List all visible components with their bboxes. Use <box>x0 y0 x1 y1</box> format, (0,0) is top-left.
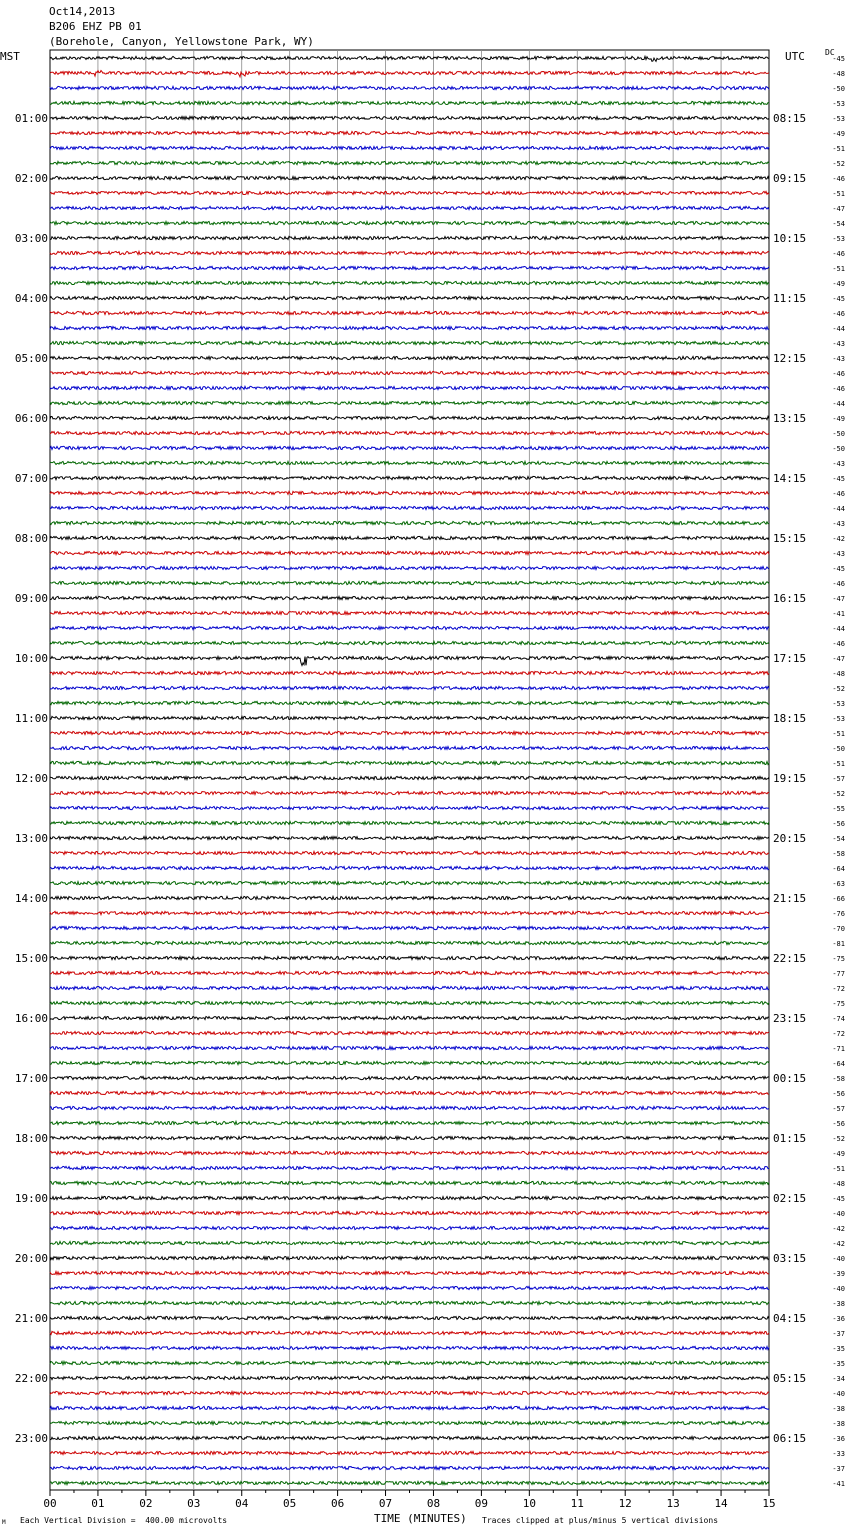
right-hour-label: 17:15 <box>773 652 807 665</box>
dc-offset-label: -51 <box>832 760 845 768</box>
station-location: (Borehole, Canyon, Yellowstone Park, WY) <box>49 35 314 48</box>
trace-row <box>50 176 769 179</box>
trace-row <box>50 806 769 809</box>
trace-row <box>50 911 769 914</box>
trace-row <box>50 821 769 824</box>
dc-offset-label: -46 <box>832 370 845 378</box>
dc-offset-label: -42 <box>832 1225 845 1233</box>
dc-offset-label: -40 <box>832 1390 845 1398</box>
x-tick-label: 08 <box>426 1497 441 1510</box>
left-hour-label: 20:00 <box>14 1252 48 1265</box>
station-name: B206 EHZ PB 01 <box>49 20 142 33</box>
dc-offset-label: -53 <box>832 715 845 723</box>
x-tick-label: 01 <box>91 1497 105 1510</box>
trace-row <box>50 791 769 794</box>
trace-row <box>50 1376 769 1379</box>
right-hour-label: 23:15 <box>773 1012 807 1025</box>
left-hour-label: 14:00 <box>14 892 48 905</box>
dc-offset-label: -75 <box>832 955 845 963</box>
left-hour-label: 09:00 <box>14 592 48 605</box>
trace-row <box>50 341 769 344</box>
trace-row <box>50 566 769 569</box>
left-hour-label: 01:00 <box>14 112 48 125</box>
x-tick-label: 06 <box>330 1497 345 1510</box>
trace-row <box>50 986 769 989</box>
trace-row <box>50 1466 769 1469</box>
dc-offset-label: -74 <box>832 1015 845 1023</box>
trace-row <box>50 86 769 89</box>
left-hour-label: 02:00 <box>14 172 48 185</box>
dc-offset-label: -71 <box>832 1045 845 1053</box>
trace-row <box>50 191 769 194</box>
x-tick-label: 05 <box>283 1497 297 1510</box>
trace-row <box>50 536 769 539</box>
trace-row <box>50 221 769 224</box>
dc-offset-label: -76 <box>832 910 845 918</box>
trace-row <box>50 716 769 719</box>
dc-offset-label: -37 <box>832 1465 845 1473</box>
dc-offset-label: -45 <box>832 475 845 483</box>
trace-row <box>50 131 769 134</box>
left-hour-label: 16:00 <box>14 1012 48 1025</box>
dc-offset-label: -40 <box>832 1255 845 1263</box>
trace-row <box>50 296 769 299</box>
trace-row <box>50 146 769 149</box>
trace-row <box>50 731 769 734</box>
trace-row <box>50 311 769 314</box>
dc-offset-label: -38 <box>832 1420 845 1428</box>
left-hour-label: 11:00 <box>14 712 48 725</box>
trace-row <box>50 446 769 449</box>
trace-row <box>50 266 769 269</box>
dc-offset-label: -45 <box>832 295 845 303</box>
trace-row <box>50 596 769 599</box>
dc-offset-label: -33 <box>832 1450 845 1458</box>
dc-offset-label: -46 <box>832 385 845 393</box>
dc-offset-label: -51 <box>832 1165 845 1173</box>
dc-offset-label: -57 <box>832 775 845 783</box>
trace-row <box>50 71 769 77</box>
scale-note: Each Vertical Division = 400.00 microvolts <box>20 1516 228 1525</box>
trace-row <box>50 236 769 239</box>
trace-row <box>50 161 769 164</box>
trace-row <box>50 1256 769 1259</box>
dc-offset-label: -46 <box>832 250 845 258</box>
right-hour-label: 21:15 <box>773 892 807 905</box>
right-hour-label: 22:15 <box>773 952 807 965</box>
x-tick-label: 12 <box>618 1497 632 1510</box>
right-hour-label: 02:15 <box>773 1192 807 1205</box>
dc-offset-label: -36 <box>832 1315 845 1323</box>
trace-row <box>50 1406 769 1409</box>
dc-offset-label: -46 <box>832 580 845 588</box>
trace-row <box>50 881 769 884</box>
dc-offset-label: -51 <box>832 190 845 198</box>
dc-offset-label: -48 <box>832 70 845 78</box>
dc-offset-label: -34 <box>832 1375 845 1383</box>
dc-offset-label: -47 <box>832 595 845 603</box>
trace-row <box>50 1451 769 1454</box>
dc-offset-label: -55 <box>832 805 845 813</box>
dc-offset-label: -49 <box>832 130 845 138</box>
left-hour-label: 10:00 <box>14 652 48 665</box>
right-hour-label: 01:15 <box>773 1132 807 1145</box>
left-hour-label: 12:00 <box>14 772 48 785</box>
x-tick-label: 10 <box>522 1497 536 1510</box>
trace-row <box>50 476 769 479</box>
trace-row <box>50 626 769 629</box>
left-hour-label: 05:00 <box>14 352 48 365</box>
trace-row <box>50 1301 769 1304</box>
x-tick-label: 15 <box>762 1497 776 1510</box>
trace-row <box>50 866 769 869</box>
trace-row <box>50 1061 769 1064</box>
right-hour-label: 03:15 <box>773 1252 807 1265</box>
dc-offset-label: -45 <box>832 565 845 573</box>
trace-row <box>50 1286 769 1289</box>
trace-row <box>50 1016 769 1019</box>
dc-offset-header: DC <box>825 48 835 57</box>
left-hour-label: 13:00 <box>14 832 48 845</box>
trace-row <box>50 1361 769 1364</box>
trace-row <box>50 896 769 899</box>
dc-offset-label: -45 <box>832 1195 845 1203</box>
dc-offset-label: -46 <box>832 490 845 498</box>
right-hour-label: 13:15 <box>773 412 807 425</box>
dc-offset-label: -72 <box>832 985 845 993</box>
left-hour-label: 19:00 <box>14 1192 48 1205</box>
dc-offset-label: -40 <box>832 1210 845 1218</box>
right-hour-label: 10:15 <box>773 232 807 245</box>
right-hour-label: 11:15 <box>773 292 807 305</box>
dc-offset-label: -66 <box>832 895 845 903</box>
trace-row <box>50 926 769 929</box>
trace-row <box>50 506 769 509</box>
dc-offset-label: -43 <box>832 340 845 348</box>
trace-row <box>50 116 769 119</box>
trace-row <box>50 686 769 689</box>
trace-row <box>50 941 769 944</box>
left-hour-label: 08:00 <box>14 532 48 545</box>
left-hour-label: 03:00 <box>14 232 48 245</box>
dc-offset-label: -56 <box>832 1120 845 1128</box>
dc-offset-label: -35 <box>832 1360 845 1368</box>
trace-row <box>50 851 769 854</box>
left-hour-label: 07:00 <box>14 472 48 485</box>
left-hour-label: 17:00 <box>14 1072 48 1085</box>
trace-row <box>50 1196 769 1199</box>
trace-row <box>50 641 769 644</box>
trace-row <box>50 1181 769 1184</box>
trace-row <box>50 956 769 959</box>
trace-row <box>50 386 769 389</box>
dc-offset-label: -58 <box>832 1075 845 1083</box>
trace-row <box>50 1106 769 1109</box>
trace-row <box>50 401 769 404</box>
right-hour-label: 19:15 <box>773 772 807 785</box>
trace-row <box>50 1046 769 1049</box>
dc-offset-label: -56 <box>832 1090 845 1098</box>
dc-offset-label: -54 <box>832 835 845 843</box>
dc-offset-label: -57 <box>832 1105 845 1113</box>
left-hour-label: 06:00 <box>14 412 48 425</box>
left-hour-label: 18:00 <box>14 1132 48 1145</box>
right-hour-label: 09:15 <box>773 172 807 185</box>
trace-row <box>50 416 769 419</box>
trace-row <box>50 356 769 359</box>
trace-row <box>50 701 769 704</box>
trace-row <box>50 836 769 839</box>
x-tick-label: 00 <box>43 1497 57 1510</box>
right-hour-label: 15:15 <box>773 532 807 545</box>
dc-offset-label: -45 <box>832 55 845 63</box>
trace-row <box>50 56 769 61</box>
right-hour-label: 04:15 <box>773 1312 807 1325</box>
trace-row <box>50 746 769 749</box>
dc-offset-label: -50 <box>832 445 845 453</box>
dc-offset-label: -44 <box>832 400 845 408</box>
trace-row <box>50 1076 769 1079</box>
dc-offset-label: -41 <box>832 1480 845 1488</box>
trace-row <box>50 1001 769 1004</box>
dc-offset-label: -40 <box>832 1285 845 1293</box>
dc-offset-label: -36 <box>832 1435 845 1443</box>
trace-row <box>50 1151 769 1154</box>
right-hour-label: 16:15 <box>773 592 807 605</box>
dc-offset-label: -49 <box>832 1150 845 1158</box>
dc-offset-label: -64 <box>832 1060 845 1068</box>
dc-offset-label: -39 <box>832 1270 845 1278</box>
right-hour-label: 05:15 <box>773 1372 807 1385</box>
dc-offset-label: -52 <box>832 685 845 693</box>
dc-offset-label: -63 <box>832 880 845 888</box>
dc-offset-label: -77 <box>832 970 845 978</box>
dc-offset-label: -53 <box>832 100 845 108</box>
dc-offset-label: -37 <box>832 1330 845 1338</box>
trace-row <box>50 1346 769 1349</box>
dc-offset-label: -51 <box>832 145 845 153</box>
corner-mark: M <box>2 1519 6 1526</box>
right-hour-label: 18:15 <box>773 712 807 725</box>
right-timezone-label: UTC <box>785 50 805 63</box>
x-tick-label: 07 <box>378 1497 393 1510</box>
dc-offset-label: -38 <box>832 1405 845 1413</box>
clip-note: Traces clipped at plus/minus 5 vertical divisions <box>482 1516 719 1525</box>
dc-offset-label: -51 <box>832 265 845 273</box>
dc-offset-label: -44 <box>832 625 845 633</box>
dc-offset-label: -49 <box>832 415 845 423</box>
trace-row <box>50 431 769 434</box>
trace-row <box>50 371 769 374</box>
dc-offset-label: -44 <box>832 505 845 513</box>
trace-row <box>50 1316 769 1319</box>
left-hour-label: 15:00 <box>14 952 48 965</box>
plot-date: Oct14,2013 <box>49 5 116 18</box>
x-tick-label: 13 <box>666 1497 680 1510</box>
right-hour-label: 00:15 <box>773 1072 807 1085</box>
trace-row <box>50 761 769 764</box>
dc-offset-label: -52 <box>832 1135 845 1143</box>
dc-offset-label: -48 <box>832 1180 845 1188</box>
dc-offset-label: -54 <box>832 220 845 228</box>
left-hour-label: 21:00 <box>14 1312 48 1325</box>
trace-row <box>50 611 769 614</box>
left-hour-label: 23:00 <box>14 1432 48 1445</box>
trace-row <box>50 1121 769 1124</box>
right-hour-label: 08:15 <box>773 112 807 125</box>
trace-row <box>50 1391 769 1394</box>
dc-offset-label: -47 <box>832 655 845 663</box>
trace-row <box>50 581 769 584</box>
x-tick-label: 14 <box>714 1497 728 1510</box>
dc-offset-label: -51 <box>832 730 845 738</box>
x-tick-label: 03 <box>187 1497 201 1510</box>
dc-offset-label: -43 <box>832 460 845 468</box>
dc-offset-label: -47 <box>832 205 845 213</box>
trace-row <box>50 1136 769 1139</box>
trace-row <box>50 491 769 494</box>
x-tick-label: 09 <box>474 1497 489 1510</box>
dc-offset-label: -53 <box>832 235 845 243</box>
trace-row <box>50 461 769 464</box>
dc-offset-label: -70 <box>832 925 845 933</box>
left-hour-label: 04:00 <box>14 292 48 305</box>
trace-row <box>50 521 769 524</box>
trace-row <box>50 101 769 104</box>
trace-row <box>50 776 769 779</box>
dc-offset-label: -52 <box>832 160 845 168</box>
dc-offset-label: -38 <box>832 1300 845 1308</box>
trace-row <box>50 1421 769 1424</box>
trace-row <box>50 1091 769 1094</box>
trace-row <box>50 326 769 329</box>
dc-offset-label: -56 <box>832 820 845 828</box>
right-hour-label: 14:15 <box>773 472 807 485</box>
trace-row <box>50 1331 769 1334</box>
trace-row <box>50 1211 769 1214</box>
dc-offset-label: -43 <box>832 550 845 558</box>
x-tick-label: 02 <box>139 1497 153 1510</box>
dc-offset-label: -46 <box>832 640 845 648</box>
dc-offset-label: -50 <box>832 430 845 438</box>
left-hour-label: 22:00 <box>14 1372 48 1385</box>
dc-offset-label: -42 <box>832 1240 845 1248</box>
x-tick-label: 04 <box>235 1497 249 1510</box>
dc-offset-label: -41 <box>832 610 845 618</box>
left-timezone-label: MST <box>0 50 20 63</box>
dc-offset-label: -81 <box>832 940 845 948</box>
dc-offset-label: -53 <box>832 700 845 708</box>
trace-row <box>50 206 769 209</box>
dc-offset-label: -46 <box>832 175 845 183</box>
dc-offset-label: -46 <box>832 310 845 318</box>
trace-row <box>50 671 769 674</box>
trace-row <box>50 1271 769 1274</box>
dc-offset-label: -53 <box>832 115 845 123</box>
right-hour-label: 06:15 <box>773 1432 807 1445</box>
dc-offset-label: -35 <box>832 1345 845 1353</box>
trace-row <box>50 1241 769 1244</box>
dc-offset-label: -42 <box>832 535 845 543</box>
x-axis-title: TIME (MINUTES) <box>374 1512 467 1525</box>
trace-row <box>50 656 769 665</box>
dc-offset-label: -43 <box>832 355 845 363</box>
dc-offset-label: -43 <box>832 520 845 528</box>
dc-offset-label: -49 <box>832 280 845 288</box>
dc-offset-label: -72 <box>832 1030 845 1038</box>
trace-row <box>50 551 769 554</box>
dc-offset-label: -48 <box>832 670 845 678</box>
dc-offset-label: -64 <box>832 865 845 873</box>
trace-row <box>50 281 769 284</box>
trace-row <box>50 251 769 254</box>
right-hour-label: 12:15 <box>773 352 807 365</box>
dc-offset-label: -52 <box>832 790 845 798</box>
dc-offset-label: -44 <box>832 325 845 333</box>
trace-row <box>50 1436 769 1439</box>
trace-row <box>50 1226 769 1229</box>
trace-row <box>50 1031 769 1034</box>
dc-offset-label: -75 <box>832 1000 845 1008</box>
right-hour-label: 20:15 <box>773 832 807 845</box>
dc-offset-label: -58 <box>832 850 845 858</box>
trace-row <box>50 971 769 974</box>
trace-row <box>50 1166 769 1169</box>
x-tick-label: 11 <box>570 1497 584 1510</box>
dc-offset-label: -50 <box>832 85 845 93</box>
dc-offset-label: -50 <box>832 745 845 753</box>
trace-row <box>50 1481 769 1484</box>
